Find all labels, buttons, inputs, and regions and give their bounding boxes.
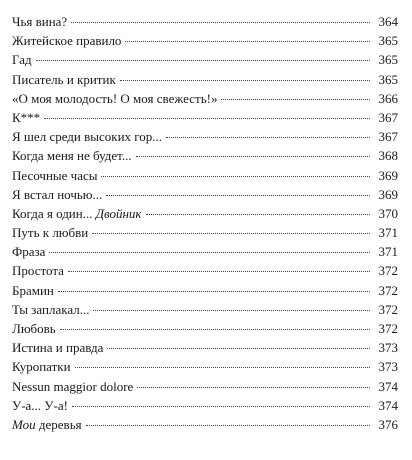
toc-page-number: 364	[378, 14, 398, 29]
toc-page-number: 365	[378, 52, 398, 68]
toc-dot-leader	[120, 80, 370, 81]
toc-entry-title: К***	[12, 109, 41, 125]
toc-dot-leader	[44, 118, 370, 119]
toc-entry	[12, 338, 398, 357]
toc-dot-leader	[166, 137, 370, 138]
toc-entry-title: Фраза	[12, 244, 46, 260]
toc-entry-title: Nessun maggior dolore	[12, 378, 134, 394]
toc-entry-title: Любовь	[12, 321, 56, 336]
toc-entry	[12, 357, 398, 376]
toc-page-number: 373	[378, 340, 398, 356]
toc-entry-title	[12, 415, 82, 434]
toc-entry	[12, 185, 398, 204]
toc-entry-title: Когда меня не будет...	[12, 148, 132, 164]
toc-entry	[12, 108, 398, 127]
toc-page-number: 365	[378, 33, 398, 49]
toc-entry	[12, 70, 398, 89]
toc-entry-title: Истина и правда	[12, 340, 104, 356]
toc-entry-title: Простота	[12, 263, 64, 279]
toc-page-number: 367	[378, 129, 398, 145]
toc-entry	[12, 281, 398, 300]
toc-dot-leader	[60, 329, 370, 330]
toc-entry-title: Житейское правило	[12, 33, 122, 49]
toc-dot-leader	[49, 252, 370, 253]
toc-page-number: 371	[378, 225, 398, 241]
toc-entry-title: Гад	[12, 52, 32, 68]
table-of-contents	[12, 12, 398, 434]
toc-dot-leader	[68, 271, 370, 272]
toc-entry-title: «О моя молодость! О моя свежесть!»	[12, 90, 218, 106]
toc-entry-title-regular: Когда я один...	[12, 205, 93, 221]
toc-entry	[12, 146, 398, 165]
toc-entry-title-regular: деревья	[35, 416, 82, 432]
toc-dot-leader	[136, 156, 370, 157]
toc-dot-leader	[221, 99, 370, 100]
toc-page-number: 374	[378, 397, 398, 413]
toc-entry	[12, 377, 398, 396]
toc-entry-title: Брамин	[12, 282, 54, 298]
toc-dot-leader	[106, 195, 370, 196]
toc-dot-leader	[86, 425, 370, 426]
toc-entry	[12, 50, 398, 69]
toc-page-number: 372	[378, 263, 398, 279]
toc-page-number: 368	[378, 148, 398, 164]
toc-dot-leader	[72, 406, 370, 407]
toc-entry	[12, 223, 398, 242]
toc-entry-title: Чья вина?	[12, 14, 68, 29]
toc-entry-title: Ты заплакал...	[12, 301, 90, 317]
toc-page-number: 374	[378, 378, 398, 394]
toc-entry-title: Писатель и критик	[12, 71, 116, 87]
toc-entry-title: Я встал ночью...	[12, 186, 103, 202]
toc-entry-title: Я шел среди высоких гор...	[12, 129, 163, 145]
toc-entry	[12, 166, 398, 185]
toc-page-number: 376	[378, 416, 398, 432]
toc-entry-title-italic: Мои	[12, 416, 36, 432]
toc-page-number: 366	[378, 90, 398, 106]
toc-entry-title: Песочные часы	[12, 167, 98, 183]
toc-page-number: 369	[378, 167, 398, 183]
toc-entry-title: У-а... У-а!	[12, 397, 68, 413]
toc-entry	[12, 89, 398, 108]
toc-dot-leader	[71, 22, 370, 23]
toc-page-number: 372	[378, 301, 398, 317]
toc-dot-leader	[58, 291, 370, 292]
toc-entry	[12, 261, 398, 280]
toc-dot-leader	[92, 233, 370, 234]
toc-page-number: 372	[378, 321, 398, 336]
toc-page-number: 371	[378, 244, 398, 260]
toc-dot-leader	[125, 41, 370, 42]
toc-entry-title: Путь к любви	[12, 225, 89, 241]
toc-entry	[12, 300, 398, 319]
toc-dot-leader	[146, 214, 370, 215]
toc-dot-leader	[36, 60, 370, 61]
toc-dot-leader	[75, 367, 370, 368]
toc-entry	[12, 12, 398, 31]
toc-entry	[12, 319, 398, 338]
toc-page-number: 367	[378, 109, 398, 125]
toc-entry	[12, 396, 398, 415]
toc-entry-title: Куропатки	[12, 359, 71, 375]
toc-entry	[12, 242, 398, 261]
toc-dot-leader	[107, 348, 370, 349]
toc-entry	[12, 415, 398, 434]
toc-entry	[12, 31, 398, 50]
toc-page-number: 373	[378, 359, 398, 375]
toc-entry	[12, 204, 398, 223]
toc-entry	[12, 127, 398, 146]
toc-dot-leader	[101, 176, 370, 177]
toc-dot-leader	[137, 387, 370, 388]
toc-page-number: 372	[378, 282, 398, 298]
toc-dot-leader	[93, 310, 370, 311]
toc-page-number: 369	[378, 186, 398, 202]
toc-entry-title-italic: Двойник	[95, 205, 142, 221]
toc-page-number: 365	[378, 71, 398, 87]
toc-entry-title	[12, 204, 142, 223]
toc-page-number: 370	[378, 205, 398, 221]
